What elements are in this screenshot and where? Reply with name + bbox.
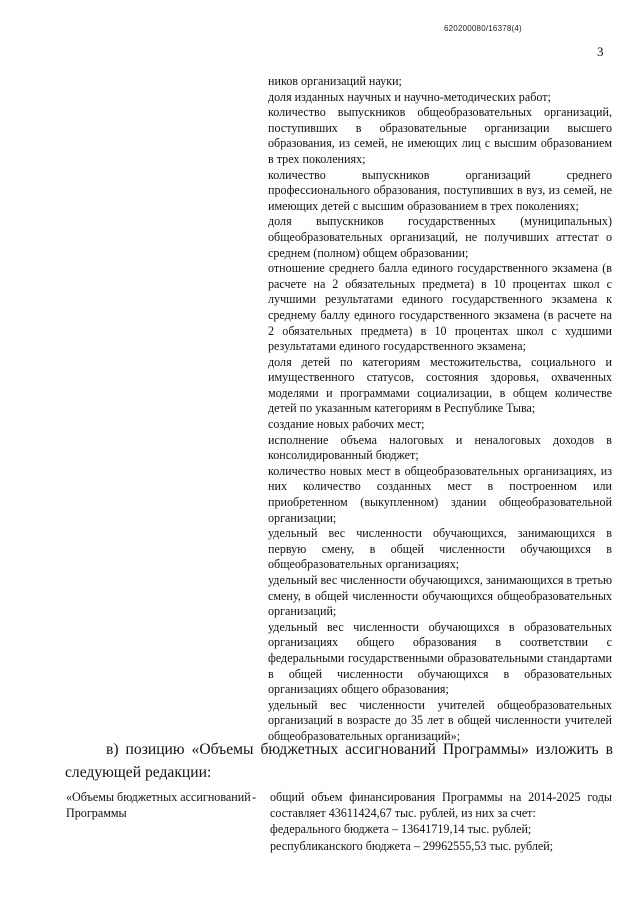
indicator-item: доля изданных научных и научно-методических работ;	[268, 89, 551, 104]
page-number: 3	[597, 44, 604, 59]
funding-line: федерального бюджета – 13641719,14 тыс. рублей;	[270, 822, 532, 837]
indicator-item: отношение среднего балла единого государственного экзамена (в расчете на 2 обязательных предмета) в 10 процентах школ с лучшими результатами единого государственного экзамена к среднему баллу единого государственного экзамена (в расчете на 2 обязательных предмета) в 10 процентах школ с худшими результатами единого государственного экзамена;	[268, 261, 612, 354]
indicator-item: создание новых рабочих мест;	[268, 417, 425, 432]
funding-description	[270, 789, 612, 854]
indicator-item: исполнение объема налоговых и неналоговых доходов в консолидированный бюджет;	[268, 432, 612, 463]
section-heading: в) позицию «Объемы бюджетных ассигнований Программы» изложить в следующей редакции:	[65, 741, 613, 781]
document-id: 620200080/16378(4)	[444, 24, 522, 33]
indicator-item: удельный вес численности обучающихся, занимающихся в первую смену, в общей численности обучающихся в общеобразовательных организациях;	[268, 526, 612, 572]
indicator-item: количество новых мест в общеобразовательных организациях, из них количество созданных мест в построенном или приобретенном (выкупленном) здании общеобразовательной организации;	[268, 463, 612, 525]
indicator-item: количество выпускников организаций среднего профессионального образования, поступивших в вуз, из семей, не имеющих детей с высшим образованием в трех поколениях;	[268, 167, 612, 213]
indicator-item: количество выпускников общеобразовательных организаций, поступивших в образовательные организации высшего образования, из семей, не имеющих лиц с высшим образованием в трех поколениях;	[268, 105, 612, 166]
indicator-item: ников организаций науки;	[268, 74, 402, 88]
funding-dash: -	[252, 790, 257, 804]
indicator-item: доля выпускников государственных (муниципальных) общеобразовательных организаций, не получивших аттестат о среднем (полном) общем образовании;	[268, 214, 612, 260]
indicator-item: удельный вес численности обучающихся, занимающихся в третью смену, в общей численности обучающихся общеобразовательных организаций;	[268, 573, 612, 619]
indicator-item: удельный вес численности обучающихся в образовательных организациях общего образования в соответствии с федеральными государственными образовательными стандартами в общей численности обучающихся в образовательных организациях общего образования;	[268, 619, 612, 697]
funding-line: республиканского бюджета – 29962555,53 тыс. рублей;	[270, 838, 554, 853]
funding-line: общий объем финансирования Программы на 2014-2025 годы составляет 43611424,67 тыс. рублей, из них за счет:	[270, 790, 612, 821]
indicator-item: удельный вес численности учителей общеобразовательных организаций в возрасте до 35 лет в общей численности учителей общеобразовательных организаций»;	[268, 697, 612, 743]
funding-label: «Объемы бюджетных ассигнований Программы	[66, 790, 251, 820]
indicator-list	[268, 74, 612, 745]
indicator-item: доля детей по категориям местожительства, социального и имущественного статусов, состояния здоровья, охваченных моделями и программами социализации, в общем количестве детей по указанным категориям в Республике Тыва;	[268, 354, 612, 416]
